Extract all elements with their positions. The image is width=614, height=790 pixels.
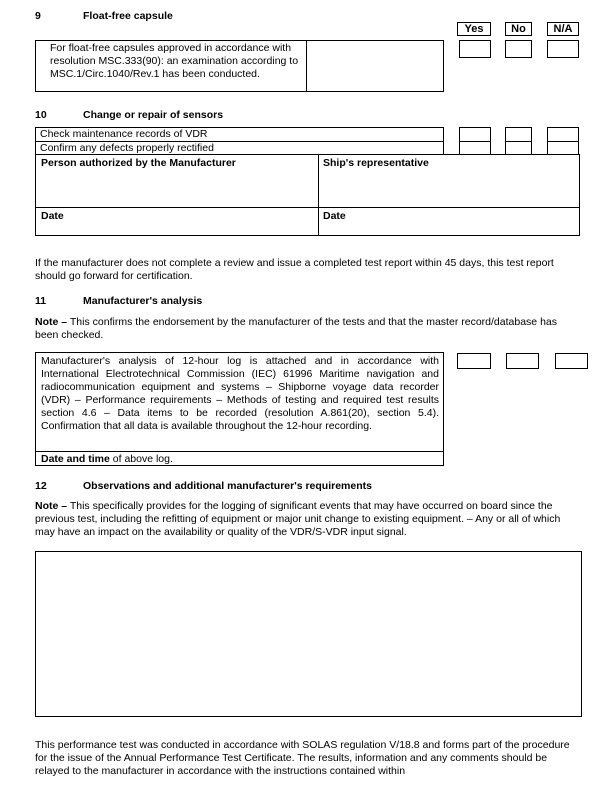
check-maintenance-row bbox=[35, 127, 444, 142]
section-12-heading bbox=[35, 480, 372, 492]
yes-column-header: Yes bbox=[457, 22, 491, 36]
analysis-yes-checkbox[interactable] bbox=[457, 353, 491, 369]
section9-yes-checkbox[interactable] bbox=[459, 40, 491, 58]
section-number: 11 bbox=[35, 295, 47, 307]
maintenance-yes-checkbox[interactable] bbox=[459, 127, 491, 142]
observations-textarea[interactable] bbox=[35, 551, 582, 717]
na-column-header: N/A bbox=[547, 22, 579, 36]
maintenance-na-checkbox[interactable] bbox=[547, 127, 579, 142]
row-label: Check maintenance records of VDR bbox=[40, 128, 208, 140]
signature-row-divider bbox=[35, 207, 580, 208]
defects-na-checkbox[interactable] bbox=[547, 141, 579, 155]
section-title: Float-free capsule bbox=[83, 10, 173, 22]
note-text: This specifically provides for the logging of significant events that may have occurred on board since the previous test, including the refitting of equipment or major unit change to existing equipment. – Any or all of which may have an impact on the availability or quality of the VDR/S-VDR input signal. bbox=[35, 500, 561, 538]
date-time-bold: Date and time bbox=[41, 453, 110, 465]
section9-na-checkbox[interactable] bbox=[547, 40, 579, 58]
date-label: Date bbox=[323, 210, 346, 222]
date-time-label bbox=[41, 453, 173, 465]
section-11-heading bbox=[35, 295, 202, 307]
date-label: Date bbox=[41, 210, 64, 222]
ship-representative-label: Ship's representative bbox=[323, 157, 429, 169]
section12-note bbox=[35, 500, 575, 539]
section9-no-checkbox[interactable] bbox=[505, 40, 532, 58]
analysis-na-checkbox[interactable] bbox=[555, 353, 588, 369]
maintenance-no-checkbox[interactable] bbox=[505, 127, 532, 142]
section-title: Observations and additional manufacturer's requirements bbox=[83, 480, 372, 492]
analysis-row-divider bbox=[35, 451, 444, 452]
section-title: Manufacturer's analysis bbox=[83, 295, 203, 307]
notice-paragraph: If the manufacturer does not complete a review and issue a completed test report within 45 days, this test report should go forward for certification. bbox=[35, 257, 554, 282]
section-number: 9 bbox=[35, 10, 41, 22]
float-free-item bbox=[35, 40, 444, 92]
note-text: This confirms the endorsement by the manufacturer of the tests and that the master record/database has been checked. bbox=[35, 316, 558, 341]
float-free-text: For float-free capsules approved in accordance with resolution MSC.333(90): an examination according to MSC.1/Circ.1040/Rev.1 has been conducted. bbox=[50, 42, 299, 80]
note-label: Note – bbox=[35, 500, 68, 512]
defects-no-checkbox[interactable] bbox=[505, 141, 532, 155]
defects-yes-checkbox[interactable] bbox=[459, 141, 491, 155]
section-title: Change or repair of sensors bbox=[83, 109, 224, 121]
analysis-no-checkbox[interactable] bbox=[506, 353, 539, 369]
section-10-heading bbox=[35, 109, 223, 121]
person-authorized-label: Person authorized by the Manufacturer bbox=[41, 157, 236, 169]
section-number: 12 bbox=[35, 480, 47, 492]
section-9-heading bbox=[35, 10, 173, 22]
date-time-rest: of above log. bbox=[109, 453, 173, 465]
signature-divider bbox=[318, 154, 319, 236]
row-label: Confirm any defects properly rectified bbox=[40, 142, 214, 154]
section-number: 10 bbox=[35, 109, 47, 121]
section11-note bbox=[35, 316, 557, 342]
note-label: Note – bbox=[35, 316, 68, 328]
confirm-defects-row bbox=[35, 141, 444, 155]
footer-paragraph: This performance test was conducted in accordance with SOLAS regulation V/18.8 and forms part of the procedure for the issue of the Annual Performance Test Certificate. The results, information and any comments should be relayed to the manufacturer in accordance with the instructions contained within bbox=[35, 739, 570, 777]
no-column-header: No bbox=[505, 22, 532, 36]
column-divider bbox=[306, 40, 307, 92]
analysis-text: Manufacturer's analysis of 12-hour log is attached and in accordance with International Electrotechnical Commission (IEC) 61996 Maritime navigation and radiocommunication equipment and systems – Shipborne voyage data recorder (VDR) – Performance requirements – Methods of testing and required test results section 4.6 – Data items to be recorded (resolution A.861(20), section 5.4). Confirmation that all data is available throughout the 12-hour recording. bbox=[41, 355, 439, 432]
